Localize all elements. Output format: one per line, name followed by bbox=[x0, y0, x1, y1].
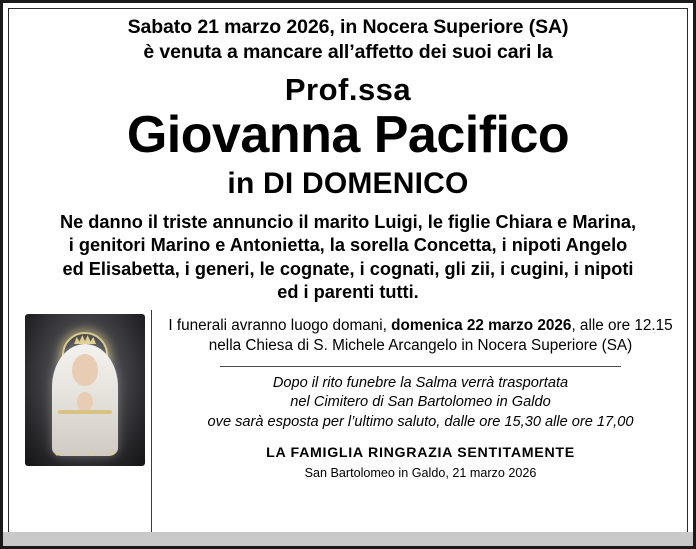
stars-icon bbox=[50, 450, 120, 458]
family-thanks: LA FAMIGLIA RINGRAZIA SENTITAMENTE bbox=[266, 444, 575, 461]
transport-line: Dopo il rito funebre la Salma verrà trasportata bbox=[272, 374, 569, 391]
madonna-of-fatima-statue-image bbox=[25, 314, 145, 466]
announcement-line: i genitori Marino e Antonietta, la sorella Concetta, i nipoti Angelo bbox=[68, 235, 628, 256]
place-and-date: San Bartolomeo in Galdo, 21 marzo 2026 bbox=[304, 465, 537, 480]
header-line-1: Sabato 21 marzo 2026, in Nocera Superiore (SA) bbox=[127, 16, 569, 38]
transport-line: ove sarà esposta per l’ultimo saluto, dalle ore 15,30 alle ore 17,00 bbox=[207, 413, 634, 430]
announcement-block bbox=[19, 211, 677, 304]
service-details bbox=[151, 310, 677, 536]
announcement-line: ed i parenti tutti. bbox=[277, 281, 419, 302]
funeral-line-1-post: , alle ore 12.15 bbox=[571, 317, 673, 335]
funeral-date: domenica 22 marzo 2026 bbox=[391, 317, 572, 335]
praying-hands-icon bbox=[77, 392, 93, 412]
announcement-line: ed Elisabetta, i generi, le cognate, i cognati, gli zii, i cugini, i nipoti bbox=[62, 258, 634, 279]
announcement-line: Ne danno il triste annuncio il marito Luigi, le figlie Chiara e Marina, bbox=[59, 211, 637, 232]
face-shape bbox=[72, 354, 98, 386]
funeral-line-1-pre: I funerali avranno luogo domani, bbox=[168, 317, 392, 335]
notice-inner-frame bbox=[8, 8, 688, 541]
lower-section bbox=[19, 310, 677, 536]
funeral-info bbox=[168, 316, 672, 356]
funeral-line-2: nella Chiesa di S. Michele Arcangelo in Nocera Superiore (SA) bbox=[208, 337, 633, 355]
transport-line: nel Cimitero di San Bartolomeo in Galdo bbox=[290, 394, 551, 411]
transport-info bbox=[208, 374, 634, 433]
divider bbox=[220, 366, 620, 367]
header-line-2: è venuta a mancare all’affetto dei suoi cari la bbox=[143, 40, 553, 63]
honorific-title: Prof.ssa bbox=[284, 71, 412, 107]
gown-trim-shape bbox=[58, 410, 112, 414]
deceased-name: Giovanna Pacifico bbox=[126, 106, 570, 165]
religious-image-wrap bbox=[19, 310, 151, 536]
footer-bar bbox=[3, 532, 693, 546]
deceased-married-name: in DI DOMENICO bbox=[227, 167, 469, 201]
funeral-line-1 bbox=[168, 316, 672, 336]
